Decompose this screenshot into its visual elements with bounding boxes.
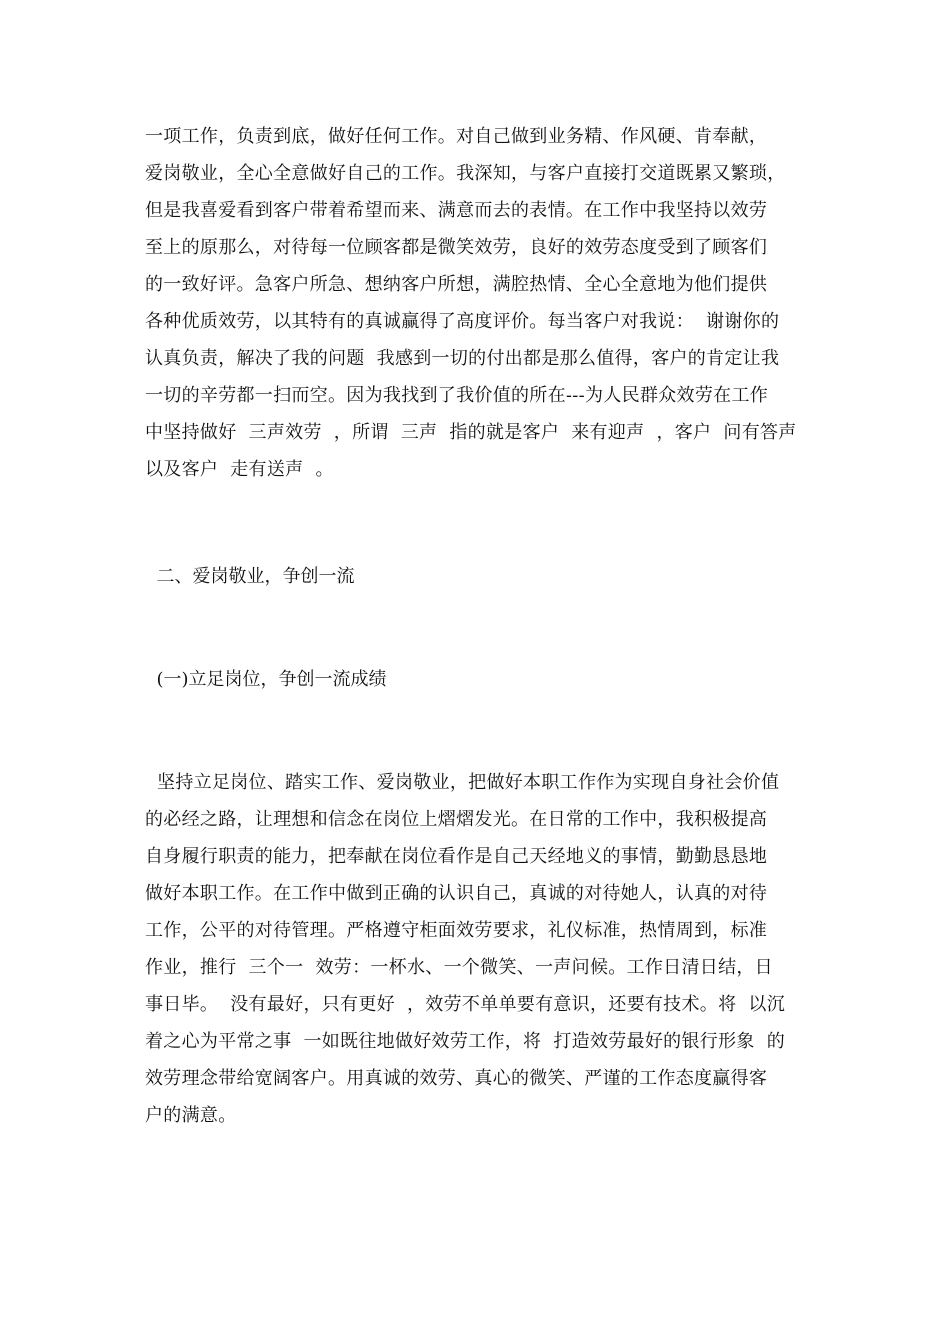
paragraph-line: 中坚持做好 三声效劳 ，所谓 三声 指的就是客户 来有迎声 ，客户 问有答声: [145, 422, 797, 443]
paragraph-line: 自身履行职责的能力，把奉献在岗位看作是自己天经地义的事情，勤勤恳恳地: [145, 846, 768, 867]
paragraph-line: 各种优质效劳，以其特有的真诚赢得了高度评价。每当客户对我说： 谢谢你的: [145, 311, 780, 332]
paragraph-line: 爱岗敬业，全心全意做好自己的工作。我深知，与客户直接打交道既累又繁琐，: [145, 163, 786, 184]
paragraph-line: 着之心为平常之事 一如既往地做好效劳工作，将 打造效劳最好的银行形象 的: [145, 1031, 786, 1052]
paragraph-line: 做好本职工作。在工作中做到正确的认识自己，真诚的对待她人，认真的对待: [145, 883, 768, 904]
paragraph-line: 一切的辛劳都一扫而空。因为我找到了我价值的所在---为人民群众效劳在工作: [145, 385, 769, 406]
subsection-heading: (一)立足岗位，争创一流成绩: [145, 669, 387, 690]
section-heading: 二、爱岗敬业，争创一流: [145, 566, 355, 587]
paragraph-line: 作业，推行 三个一 效劳：一杯水、一个微笑、一声问候。工作日清日结，日: [145, 957, 773, 978]
paragraph-line: 以及客户 走有送声 。: [145, 459, 334, 480]
paragraph-line: 的必经之路，让理想和信念在岗位上熠熠发光。在日常的工作中，我积极提高: [145, 809, 768, 830]
paragraph-line: 一项工作，负责到底，做好任何工作。对自己做到业务精、作风硬、肯奉献，: [145, 126, 768, 147]
paragraph-line: 效劳理念带给宽阔客户。用真诚的效劳、真心的微笑、严谨的工作态度赢得客: [145, 1068, 768, 1089]
paragraph-line: 户的满意。: [145, 1105, 237, 1126]
paragraph-line: 工作，公平的对待管理。严格遵守柜面效劳要求，礼仪标准，热情周到，标准: [145, 920, 768, 941]
paragraph-line: 但是我喜爱看到客户带着希望而来、满意而去的表情。在工作中我坚持以效劳: [145, 200, 768, 221]
paragraph-line: 事日毕。 没有最好，只有更好 ，效劳不单单要有意识，还要有技术。将 以沉: [145, 994, 786, 1015]
paragraph-line: 认真负责，解决了我的问题 我感到一切的付出都是那么值得，客户的肯定让我: [145, 348, 780, 369]
paragraph-line: 坚持立足岗位、踏实工作、爱岗敬业，把做好本职工作作为实现自身社会价值: [145, 772, 780, 793]
paragraph-line: 的一致好评。急客户所急、想纳客户所想，满腔热情、全心全意地为他们提供: [145, 274, 768, 295]
paragraph-line: 至上的原那么，对待每一位顾客都是微笑效劳，良好的效劳态度受到了顾客们: [145, 237, 768, 258]
